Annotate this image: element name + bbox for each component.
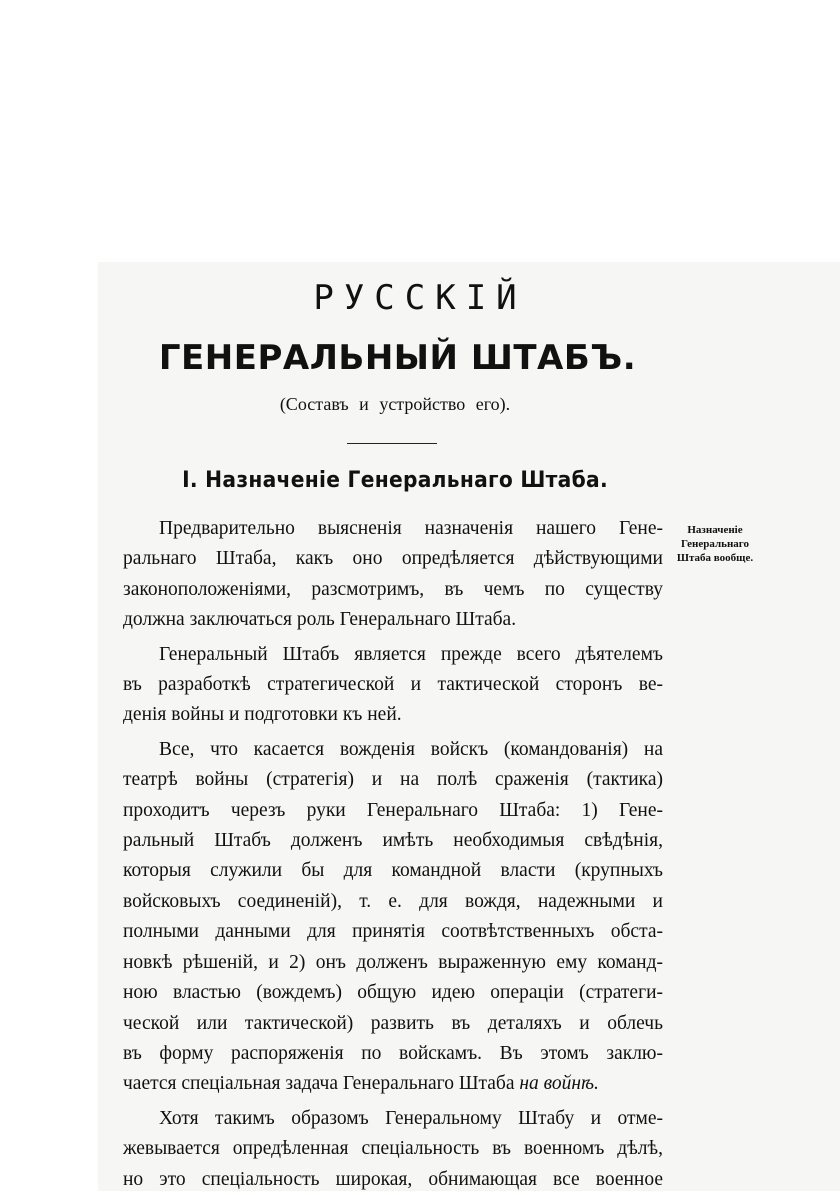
section-heading: I. Назначеніе Генеральнаго Штаба. bbox=[182, 468, 608, 493]
text-line: войсковыхъ соединеній), т. е. для вождя, надежными и bbox=[123, 890, 663, 912]
margin-note-line: Штаба вообще. bbox=[676, 552, 754, 564]
text-line: Предварительно выясненія назначенія нашего Гене- bbox=[159, 518, 663, 539]
title-divider bbox=[347, 443, 437, 444]
title-line-1: РУССКІЙ bbox=[313, 278, 527, 318]
text-line: театрѣ войны (стратегія) и на полѣ сраженія (тактика) bbox=[123, 769, 663, 791]
body-text bbox=[123, 514, 663, 1195]
margin-note bbox=[665, 523, 765, 565]
text-line-with-emphasis bbox=[123, 1069, 663, 1099]
text-line: ческой или тактической) развить въ деталяхъ и облечь bbox=[123, 1012, 663, 1034]
text-line: денія войны и подготовки къ ней. bbox=[123, 704, 402, 726]
text-line: въ разработкѣ стратегической и тактической сторонъ ве- bbox=[123, 674, 663, 696]
margin-note-line: Генеральнаго bbox=[680, 538, 750, 550]
text-line: законоположеніями, разсмотримъ, въ чемъ по существу bbox=[123, 578, 663, 600]
margin-note-line: Назначеніе bbox=[687, 524, 743, 536]
text-line: жевывается опредѣленная спеціальность въ военномъ дѣлѣ, bbox=[123, 1138, 663, 1160]
text-line: Генеральный Штабъ является прежде всего дѣятелемъ bbox=[159, 643, 663, 665]
text-line: ральнаго Штаба, какъ оно опредѣляется дѣйствующими bbox=[123, 548, 663, 570]
text-line: Все, что касается вожденія войскъ (командованія) на bbox=[159, 738, 663, 760]
text-line-start: чается спеціальная задача Генеральнаго Штаба bbox=[123, 1073, 515, 1095]
text-line: проходитъ черезъ руки Генеральнаго Штаба: 1) Гене- bbox=[123, 799, 663, 821]
text-line: ральный Штабъ долженъ имѣть необходимыя свѣдѣнія, bbox=[123, 830, 663, 852]
text-line: новкѣ рѣшеній, и 2) онъ долженъ выраженную ему команд- bbox=[123, 951, 663, 973]
text-line: Хотя такимъ образомъ Генеральному Штабу и отме- bbox=[159, 1107, 663, 1129]
text-line: ною властью (вождемъ) общую идею операціи (стратеги- bbox=[123, 982, 663, 1004]
text-line: должна заключаться роль Генеральнаго Штаба. bbox=[123, 609, 517, 631]
subtitle: (Составъ и устройство его). bbox=[279, 394, 511, 414]
emphasis-text: на войнѣ. bbox=[519, 1073, 599, 1095]
text-line: полными данными для принятія соотвѣтственныхъ обста- bbox=[123, 921, 663, 943]
text-line: которыя служили бы для командной власти (крупныхъ bbox=[123, 860, 663, 882]
text-line: въ форму распоряженія по войскамъ. Въ этомъ заклю- bbox=[123, 1042, 663, 1064]
text-line: но это спеціальность широкая, обнимающая все военное bbox=[123, 1168, 663, 1190]
title-line-2: ГЕНЕРАЛЬНЫЙ ШТАБЪ. bbox=[158, 338, 637, 378]
